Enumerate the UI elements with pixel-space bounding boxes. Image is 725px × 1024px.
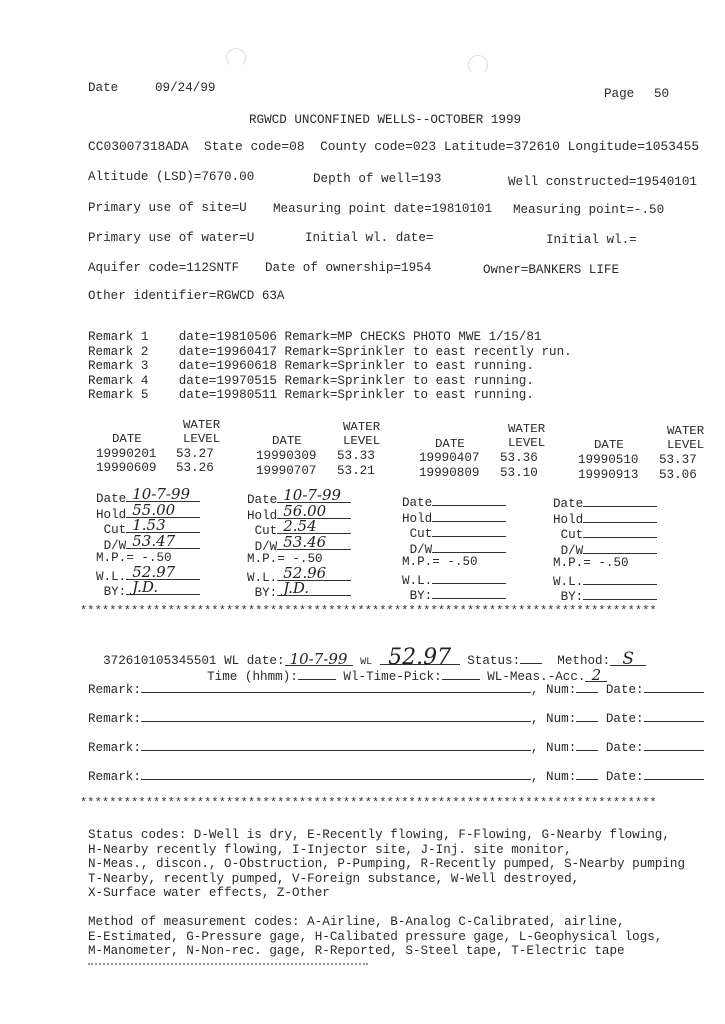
status-codes-line: H-Nearby recently flowing, I-Injector site, J-Inj. site monitor, bbox=[88, 842, 572, 857]
well-depth: Depth of well=193 bbox=[313, 172, 442, 186]
card-hold-field[interactable] bbox=[583, 510, 657, 523]
remark-entry-line bbox=[88, 770, 704, 784]
remark-entry-line bbox=[88, 741, 704, 755]
card-dw-field[interactable] bbox=[126, 531, 200, 550]
time-field[interactable] bbox=[298, 679, 336, 680]
remark-entry-field[interactable] bbox=[141, 692, 531, 693]
card-date-label: Date bbox=[402, 496, 433, 510]
altitude: Altitude (LSD)=7670.00 bbox=[88, 170, 255, 184]
card-mp: M.P.= -.50 bbox=[96, 551, 172, 565]
primary-use-water: Primary use of water=U bbox=[88, 231, 255, 245]
card-date-value: 10-7-99 bbox=[283, 486, 342, 504]
card-cut-field[interactable] bbox=[432, 524, 506, 537]
wl-date: 19990510 bbox=[578, 453, 639, 467]
card-hold-label: Hold bbox=[247, 508, 278, 523]
card-hold-label: Hold bbox=[553, 512, 584, 527]
col-header-date: DATE bbox=[594, 438, 624, 452]
wl-date: 19990707 bbox=[256, 464, 317, 478]
page-number: 50 bbox=[654, 87, 670, 101]
other-identifier: Other identifier=RGWCD 63A bbox=[88, 289, 285, 303]
wl-date: 19990201 bbox=[96, 447, 157, 461]
remark-entry-line bbox=[88, 712, 704, 726]
col-header-level: WATER LEVEL bbox=[183, 418, 221, 446]
remark-entry-label: Remark: bbox=[88, 741, 141, 755]
ownership-date: Date of ownership=1954 bbox=[265, 261, 432, 275]
remark-text: Remark=Sprinkler to east recently run. bbox=[284, 344, 572, 359]
wl-label: WL bbox=[360, 657, 373, 668]
remark-text: Remark=MP CHECKS PHOTO MWE 1/15/81 bbox=[284, 330, 542, 344]
remark-date-field[interactable] bbox=[644, 721, 704, 722]
card-hold-value: 56.00 bbox=[283, 501, 327, 520]
card-cut-value: 1.53 bbox=[132, 516, 166, 534]
document-title: RGWCD UNCONFINED WELLS--OCTOBER 1999 bbox=[249, 113, 522, 127]
measurement-card bbox=[96, 485, 231, 599]
meas-acc-value: 2 bbox=[591, 666, 602, 684]
remark-date-label: Date: bbox=[605, 770, 644, 784]
card-by-field[interactable] bbox=[277, 579, 351, 597]
num-field[interactable] bbox=[576, 721, 598, 722]
entry-site-id: 372610105345501 bbox=[103, 654, 217, 668]
card-dw-label: D/W bbox=[103, 538, 127, 553]
card-wl-label: W.L. bbox=[247, 570, 278, 585]
wl-date: 19990407 bbox=[419, 451, 480, 465]
well-constructed: Well constructed=19540101 bbox=[508, 175, 697, 189]
method-codes-line: M-Manometer, N-Non-rec. gage, R-Reported, S-Steel tape, T-Electric tape bbox=[88, 944, 625, 959]
measurement-card bbox=[247, 486, 382, 600]
col-header-date: DATE bbox=[112, 432, 142, 446]
time-pick-field[interactable] bbox=[442, 679, 480, 680]
col-header-date: DATE bbox=[272, 434, 302, 448]
card-cut-field[interactable] bbox=[583, 525, 657, 538]
initial-wl: Initial wl.= bbox=[546, 233, 637, 247]
remark-date-label: Date: bbox=[605, 683, 644, 697]
card-by-label: BY: bbox=[560, 590, 584, 604]
remark-date: date=19980511 bbox=[178, 388, 277, 403]
separator-line: ******************************************************************************* bbox=[80, 604, 657, 618]
card-by-value: J.D. bbox=[283, 579, 310, 597]
remark-row bbox=[88, 330, 572, 345]
card-wl-label: W.L. bbox=[553, 574, 584, 589]
truncated-line-fragment bbox=[88, 963, 368, 968]
primary-use-site: Primary use of site=U bbox=[88, 201, 247, 215]
status-codes-line: T-Nearby, recently pumped, V-Foreign substance, W-Well destroyed, bbox=[88, 871, 580, 886]
card-by-value: J.D. bbox=[132, 578, 159, 596]
wl-date: 19990309 bbox=[256, 449, 317, 463]
wl-date-value: 10-7-99 bbox=[289, 650, 348, 668]
remark-row bbox=[88, 359, 572, 374]
card-wl-value: 52.96 bbox=[283, 563, 327, 582]
separator-line: ******************************************************************************* bbox=[80, 796, 657, 810]
remark-date: date=19960417 bbox=[178, 344, 277, 359]
method-codes-line: E-Estimated, G-Pressure gage, H-Calibated pressure gage, L-Geophysical logs, bbox=[88, 929, 663, 944]
remark-date-field[interactable] bbox=[644, 779, 704, 780]
card-hold-label: Hold bbox=[402, 511, 433, 526]
punch-hole-mark bbox=[468, 55, 488, 75]
status-codes-line: N-Meas., discon., O-Obstruction, P-Pumping, R-Recently pumped, S-Nearby pumping bbox=[88, 857, 686, 872]
card-wl-field[interactable] bbox=[432, 571, 506, 584]
remark-date: date=19810506 bbox=[178, 330, 277, 344]
remark-date-field[interactable] bbox=[644, 692, 704, 693]
num-field[interactable] bbox=[576, 779, 598, 780]
wl-level: 53.27 bbox=[176, 447, 214, 461]
entry-line-2 bbox=[192, 655, 607, 684]
card-mp: M.P.= -.50 bbox=[402, 555, 478, 569]
col-header-level: WATER LEVEL bbox=[667, 424, 705, 452]
remark-text: Remark=Sprinkler to east running. bbox=[284, 373, 534, 388]
wl-value: 52.97 bbox=[388, 645, 452, 670]
initial-wl-date: Initial wl. date= bbox=[305, 231, 434, 245]
card-cut-label: Cut bbox=[560, 528, 584, 542]
remark-date: date=19960618 bbox=[178, 359, 277, 374]
method-label: Method: bbox=[557, 654, 611, 668]
card-dw-label: D/W bbox=[254, 539, 278, 554]
card-dw-value: 53.46 bbox=[283, 532, 327, 551]
owner: Owner=BANKERS LIFE bbox=[483, 263, 620, 277]
remark-entry-field[interactable] bbox=[141, 721, 531, 722]
remark-date: date=19970515 bbox=[178, 373, 277, 388]
num-label: , Num: bbox=[530, 712, 577, 726]
card-date-label: Date bbox=[553, 497, 584, 511]
col-header-level: WATER LEVEL bbox=[343, 420, 381, 448]
card-by-label: BY: bbox=[103, 585, 127, 599]
page-label: Page bbox=[604, 87, 635, 101]
meas-acc-field[interactable] bbox=[585, 666, 607, 684]
card-by-field[interactable] bbox=[126, 578, 200, 596]
site-id-line: CC03007318ADA State code=08 County code=023 Latitude=372610 Longitude=1053455 bbox=[88, 139, 700, 154]
col-header-level: WATER LEVEL bbox=[508, 422, 546, 450]
remark-label: Remark 3 bbox=[88, 359, 149, 374]
card-cut-value: 2.54 bbox=[283, 517, 317, 535]
card-by-label: BY: bbox=[254, 586, 278, 600]
card-wl-field[interactable] bbox=[583, 572, 657, 585]
card-date-value: 10-7-99 bbox=[132, 485, 191, 503]
card-mp: M.P.= -.50 bbox=[553, 556, 629, 570]
card-cut-label: Cut bbox=[409, 527, 433, 541]
method-codes-line: Method of measurement codes: A-Airline, B-Analog C-Calibrated, airline, bbox=[88, 915, 625, 929]
card-dw-field[interactable] bbox=[583, 541, 657, 554]
card-hold-label: Hold bbox=[96, 507, 127, 522]
remark-row bbox=[88, 374, 572, 389]
num-label: , Num: bbox=[530, 683, 577, 697]
wl-level: 53.10 bbox=[500, 466, 538, 480]
num-label: , Num: bbox=[530, 741, 577, 755]
wl-level: 53.06 bbox=[659, 468, 697, 482]
remark-label: Remark 1 bbox=[88, 330, 149, 344]
card-hold-field[interactable] bbox=[432, 509, 506, 522]
remarks-list bbox=[88, 330, 572, 403]
measurement-card bbox=[553, 494, 688, 603]
status-label: Status: bbox=[467, 654, 521, 668]
card-dw-label: D/W bbox=[409, 542, 433, 557]
remark-label: Remark 5 bbox=[88, 388, 149, 403]
remark-entry-label: Remark: bbox=[88, 683, 141, 697]
card-wl-label: W.L. bbox=[96, 569, 127, 584]
card-wl-value: 52.97 bbox=[132, 562, 176, 581]
date-label: Date bbox=[88, 81, 119, 95]
num-label: , Num: bbox=[530, 770, 577, 784]
method-field[interactable] bbox=[610, 649, 646, 669]
card-date-label: Date bbox=[96, 492, 127, 506]
card-cut-label: Cut bbox=[254, 524, 278, 538]
measuring-point-date: Measuring point date=19810101 bbox=[273, 202, 493, 216]
card-dw-value: 53.47 bbox=[132, 531, 176, 550]
wl-date: 19990913 bbox=[578, 468, 639, 482]
col-header-date: DATE bbox=[435, 437, 465, 451]
card-date-label: Date bbox=[247, 493, 278, 507]
wl-level: 53.26 bbox=[176, 461, 214, 475]
date-value: 09/24/99 bbox=[155, 81, 216, 95]
time-label: Time (hhmm): bbox=[207, 670, 298, 684]
wl-level: 53.21 bbox=[337, 464, 375, 478]
num-field[interactable] bbox=[576, 750, 598, 751]
remark-date-label: Date: bbox=[605, 712, 644, 726]
punch-hole-mark bbox=[226, 48, 246, 68]
method-codes-legend bbox=[88, 915, 662, 959]
method-value: S bbox=[622, 649, 634, 669]
remark-text: Remark=Sprinkler to east running. bbox=[284, 359, 534, 374]
status-codes-line: Status codes: D-Well is dry, E-Recently flowing, F-Flowing, G-Nearby flowing, bbox=[88, 828, 670, 842]
remark-date-label: Date: bbox=[605, 741, 644, 755]
wl-level: 53.33 bbox=[337, 449, 375, 463]
card-hold-value: 55.00 bbox=[132, 500, 176, 519]
remark-date-field[interactable] bbox=[644, 750, 704, 751]
measuring-point: Measuring point=-.50 bbox=[513, 203, 665, 217]
wl-date: 19990609 bbox=[96, 461, 157, 475]
remark-label: Remark 4 bbox=[88, 373, 149, 388]
card-mp: M.P.= -.50 bbox=[247, 552, 323, 566]
remark-entry-label: Remark: bbox=[88, 712, 141, 726]
time-pick-label: Wl-Time-Pick: bbox=[343, 670, 442, 684]
measurement-card bbox=[402, 493, 537, 602]
card-cut-label: Cut bbox=[103, 523, 127, 537]
wl-date: 19990809 bbox=[419, 466, 480, 480]
remark-entry-label: Remark: bbox=[88, 770, 141, 784]
status-codes-legend bbox=[88, 828, 685, 901]
remark-row bbox=[88, 388, 572, 403]
status-codes-line: X-Surface water effects, Z-Other bbox=[88, 886, 330, 901]
card-by-field[interactable] bbox=[432, 586, 506, 599]
card-dw-field[interactable] bbox=[432, 540, 506, 553]
remark-text: Remark=Sprinkler to east running. bbox=[284, 388, 534, 403]
card-by-label: BY: bbox=[409, 589, 433, 603]
remark-entry-field[interactable] bbox=[141, 750, 531, 751]
card-by-field[interactable] bbox=[583, 587, 657, 600]
card-date-field[interactable] bbox=[583, 494, 657, 507]
remark-entry-field[interactable] bbox=[141, 779, 531, 780]
card-date-field[interactable] bbox=[432, 493, 506, 506]
wl-date-label: WL date: bbox=[224, 654, 285, 668]
card-wl-label: W.L. bbox=[402, 573, 433, 588]
aquifer-code: Aquifer code=112SNTF bbox=[88, 261, 240, 275]
num-field[interactable] bbox=[576, 692, 598, 693]
wl-level: 53.36 bbox=[500, 451, 538, 465]
remark-row bbox=[88, 345, 572, 360]
remark-entry-line bbox=[88, 683, 704, 697]
remark-label: Remark 2 bbox=[88, 344, 149, 359]
meas-acc-label: WL-Meas.-Acc. bbox=[487, 670, 586, 684]
wl-level: 53.37 bbox=[659, 453, 697, 467]
card-dw-field[interactable] bbox=[277, 532, 351, 551]
card-dw-label: D/W bbox=[560, 543, 584, 558]
